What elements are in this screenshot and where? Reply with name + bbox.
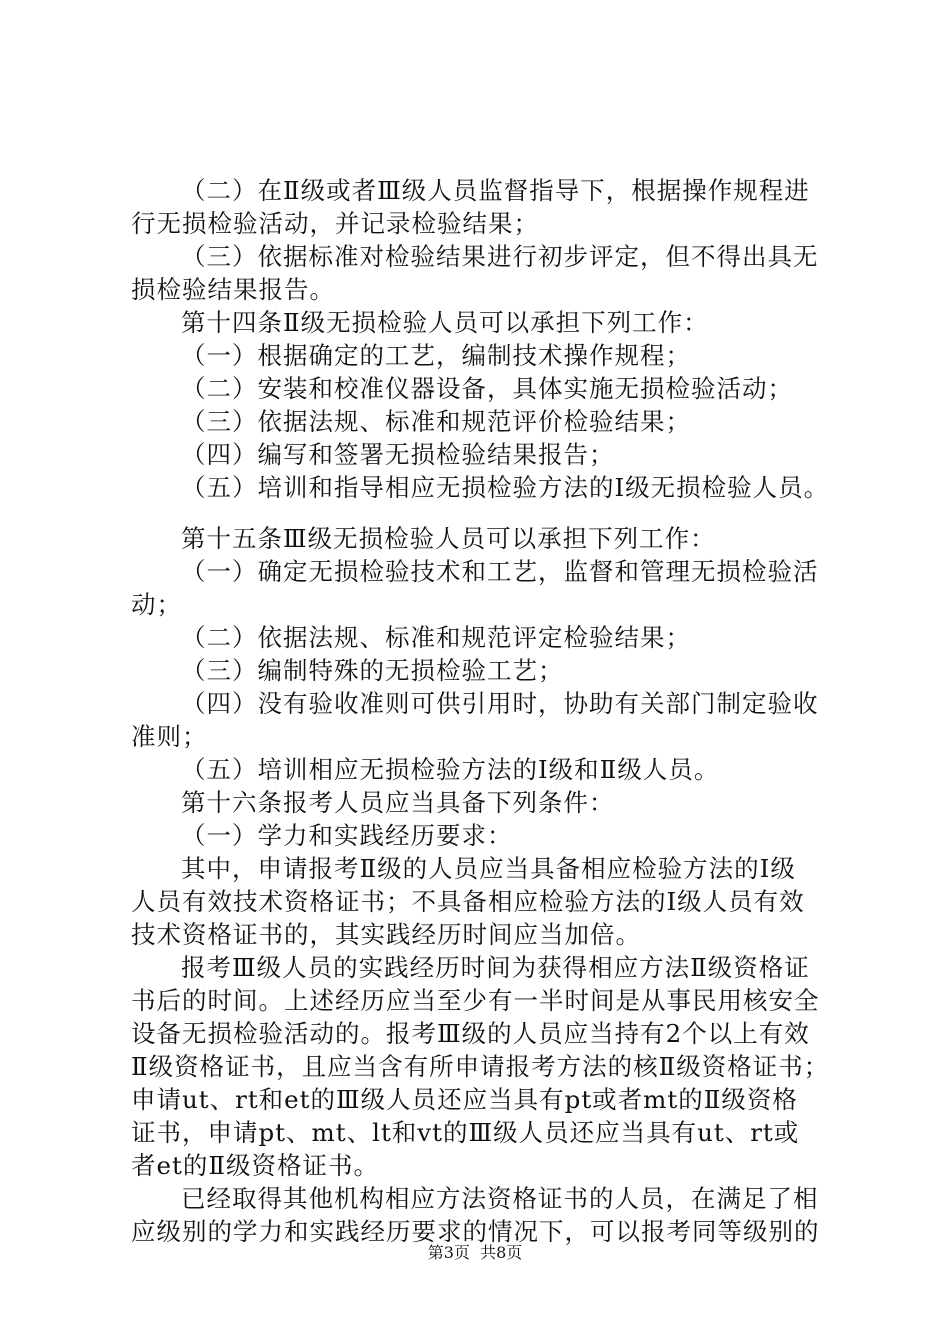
text-line: 已经取得其他机构相应方法资格证书的人员，在满足了相 [181, 1184, 819, 1213]
text-line: 动； [131, 590, 182, 619]
text-line: 第十六条报考人员应当具备下列条件： [181, 788, 615, 817]
text-line: （三）依据标准对检验结果进行初步评定，但不得出具无 [181, 242, 819, 271]
text-line: 应级别的学力和实践经历要求的情况下，可以报考同等级别的 [131, 1217, 820, 1246]
text-line: 其中，申请报考Ⅱ级的人员应当具备相应检验方法的Ⅰ级 [181, 854, 796, 883]
text-line: 申请ut、rt和et的Ⅲ级人员还应当具有pt或者mt的Ⅱ级资格 [131, 1085, 798, 1114]
text-line: 准则； [131, 722, 208, 751]
text-line: 损检验结果报告。 [131, 275, 335, 304]
text-line: 设备无损检验活动的。报考Ⅲ级的人员应当持有2个以上有效 [131, 1019, 810, 1048]
text-line: 第十四条Ⅱ级无损检验人员可以承担下列工作： [181, 308, 709, 337]
text-line: （三）编制特殊的无损检验工艺； [181, 656, 564, 685]
text-line: （一）学力和实践经历要求： [181, 821, 513, 850]
text-line: 者et的Ⅱ级资格证书。 [131, 1151, 379, 1180]
text-line: 书后的时间。上述经历应当至少有一半时间是从事民用核安全 [131, 986, 820, 1015]
paragraph-gap [131, 504, 841, 522]
text-line: 第十五条Ⅲ级无损检验人员可以承担下列工作： [181, 524, 716, 553]
text-line: （二）安装和校准仪器设备，具体实施无损检验活动； [181, 374, 793, 403]
text-line: （三）依据法规、标准和规范评价检验结果； [181, 407, 691, 436]
text-line: （五）培训相应无损检验方法的Ⅰ级和Ⅱ级人员。 [181, 755, 720, 784]
text-line: Ⅱ级资格证书，且应当含有所申请报考方法的核Ⅱ级资格证书； [131, 1052, 830, 1081]
text-line: （五）培训和指导相应无损检验方法的Ⅰ级无损检验人员。 [181, 473, 830, 502]
text-line: （二）在Ⅱ级或者Ⅲ级人员监督指导下，根据操作规程进 [181, 176, 810, 205]
text-line: （一）确定无损检验技术和工艺，监督和管理无损检验活 [181, 557, 819, 586]
text-line: 技术资格证书的，其实践经历时间应当加倍。 [131, 920, 641, 949]
text-line: （二）依据法规、标准和规范评定检验结果； [181, 623, 691, 652]
text-line: 行无损检验活动，并记录检验结果； [131, 209, 539, 238]
text-line: 报考Ⅲ级人员的实践经历时间为获得相应方法Ⅱ级资格证 [181, 953, 810, 982]
text-line: 人员有效技术资格证书；不具备相应检验方法的Ⅰ级人员有效 [131, 887, 805, 916]
text-line: （四）编写和签署无损检验结果报告； [181, 440, 615, 469]
text-line: （四）没有验收准则可供引用时，协助有关部门制定验收 [181, 689, 819, 718]
text-line: （一）根据确定的工艺，编制技术操作规程； [181, 341, 691, 370]
page-footer: 第3页 共8页 [427, 1243, 523, 1262]
text-line: 证书，申请pt、mt、lt和vt的Ⅲ级人员还应当具有ut、rt或 [131, 1118, 800, 1147]
document-body [131, 174, 841, 1248]
